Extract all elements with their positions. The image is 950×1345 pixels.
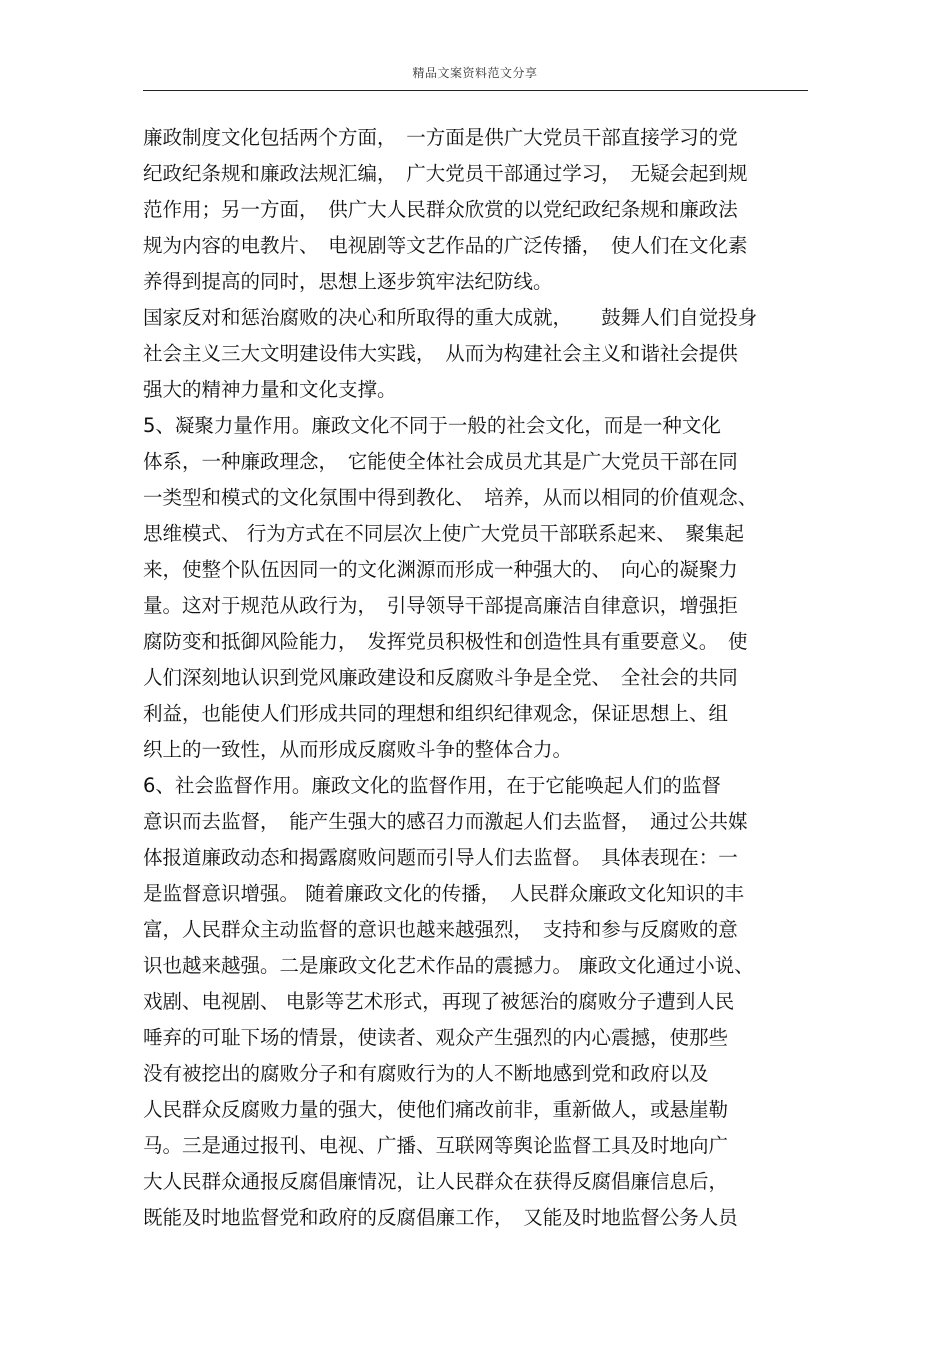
text-line: 国家反对和惩治腐败的决心和所取得的重大成就， 鼓舞人们自觉投身 — [143, 306, 758, 329]
text-line: 5、凝聚力量作用。廉政文化不同于一般的社会文化，而是一种文化 — [143, 414, 721, 437]
text-line: 一类型和模式的文化氛围中得到教化、 培养，从而以相同的价值观念、 — [143, 486, 758, 509]
text-line: 利益，也能使人们形成共同的理想和组织纪律观念，保证思想上、组 — [143, 702, 729, 725]
text-line: 强大的精神力量和文化支撑。 — [143, 378, 397, 401]
text-line: 没有被挖出的腐败分子和有腐败行为的人不断地感到党和政府以及 — [143, 1062, 709, 1085]
text-line: 织上的一致性，从而形成反腐败斗争的整体合力。 — [143, 738, 573, 761]
text-line: 意识而去监督， 能产生强大的感召力而激起人们去监督， 通过公共媒 — [143, 810, 748, 833]
page-header: 精品文案资料范文分享 — [412, 66, 538, 80]
text-line: 6、社会监督作用。廉政文化的监督作用，在于它能唤起人们的监督 — [143, 774, 721, 797]
text-line: 体报道廉政动态和揭露腐败问题而引导人们去监督。 具体表现在：一 — [143, 846, 738, 869]
text-line: 规为内容的电教片、 电视剧等文艺作品的广泛传播， 使人们在文化素 — [143, 234, 748, 257]
text-line: 唾弃的可耻下场的情景，使读者、观众产生强烈的内心震撼，使那些 — [143, 1026, 729, 1049]
text-line: 养得到提高的同时，思想上逐步筑牢法纪防线。 — [143, 270, 553, 293]
header-divider — [143, 90, 808, 91]
text-line: 腐防变和抵御风险能力， 发挥党员积极性和创造性具有重要意义。 使 — [143, 630, 748, 653]
text-line: 范作用；另一方面， 供广大人民群众欣赏的以党纪政纪条规和廉政法 — [143, 198, 738, 221]
text-line: 纪政纪条规和廉政法规汇编， 广大党员干部通过学习， 无疑会起到规 — [143, 162, 748, 185]
text-line: 廉政制度文化包括两个方面， 一方面是供广大党员干部直接学习的党 — [143, 126, 738, 149]
text-line: 既能及时地监督党和政府的反腐倡廉工作， 又能及时地监督公务人员 — [143, 1206, 738, 1229]
text-line: 富，人民群众主动监督的意识也越来越强烈， 支持和参与反腐败的意 — [143, 918, 738, 941]
text-line: 人们深刻地认识到党风廉政建设和反腐败斗争是全党、 全社会的共同 — [143, 666, 738, 689]
text-line: 思维模式、 行为方式在不同层次上使广大党员干部联系起来、 聚集起 — [143, 522, 744, 545]
text-line: 量。这对于规范从政行为， 引导领导干部提高廉洁自律意识，增强拒 — [143, 594, 738, 617]
text-line: 人民群众反腐败力量的强大，使他们痛改前非，重新做人，或悬崖勒 — [143, 1098, 729, 1121]
text-line: 社会主义三大文明建设伟大实践， 从而为构建社会主义和谐社会提供 — [143, 342, 738, 365]
text-line: 体系，一种廉政理念， 它能使全体社会成员尤其是广大党员干部在同 — [143, 450, 738, 473]
text-line: 是监督意识增强。 随着廉政文化的传播， 人民群众廉政文化知识的丰 — [143, 882, 744, 905]
text-line: 来，使整个队伍因同一的文化渊源而形成一种强大的、 向心的凝聚力 — [143, 558, 738, 581]
text-line: 戏剧、电视剧、 电影等艺术形式，再现了被惩治的腐败分子遭到人民 — [143, 990, 735, 1013]
document-body — [143, 120, 823, 1236]
text-line: 大人民群众通报反腐倡廉情况，让人民群众在获得反腐倡廉信息后， — [143, 1170, 729, 1193]
text-line: 识也越来越强。二是廉政文化艺术作品的震撼力。 廉政文化通过小说、 — [143, 954, 754, 977]
text-line: 马。三是通过报刊、电视、广播、互联网等舆论监督工具及时地向广 — [143, 1134, 729, 1157]
